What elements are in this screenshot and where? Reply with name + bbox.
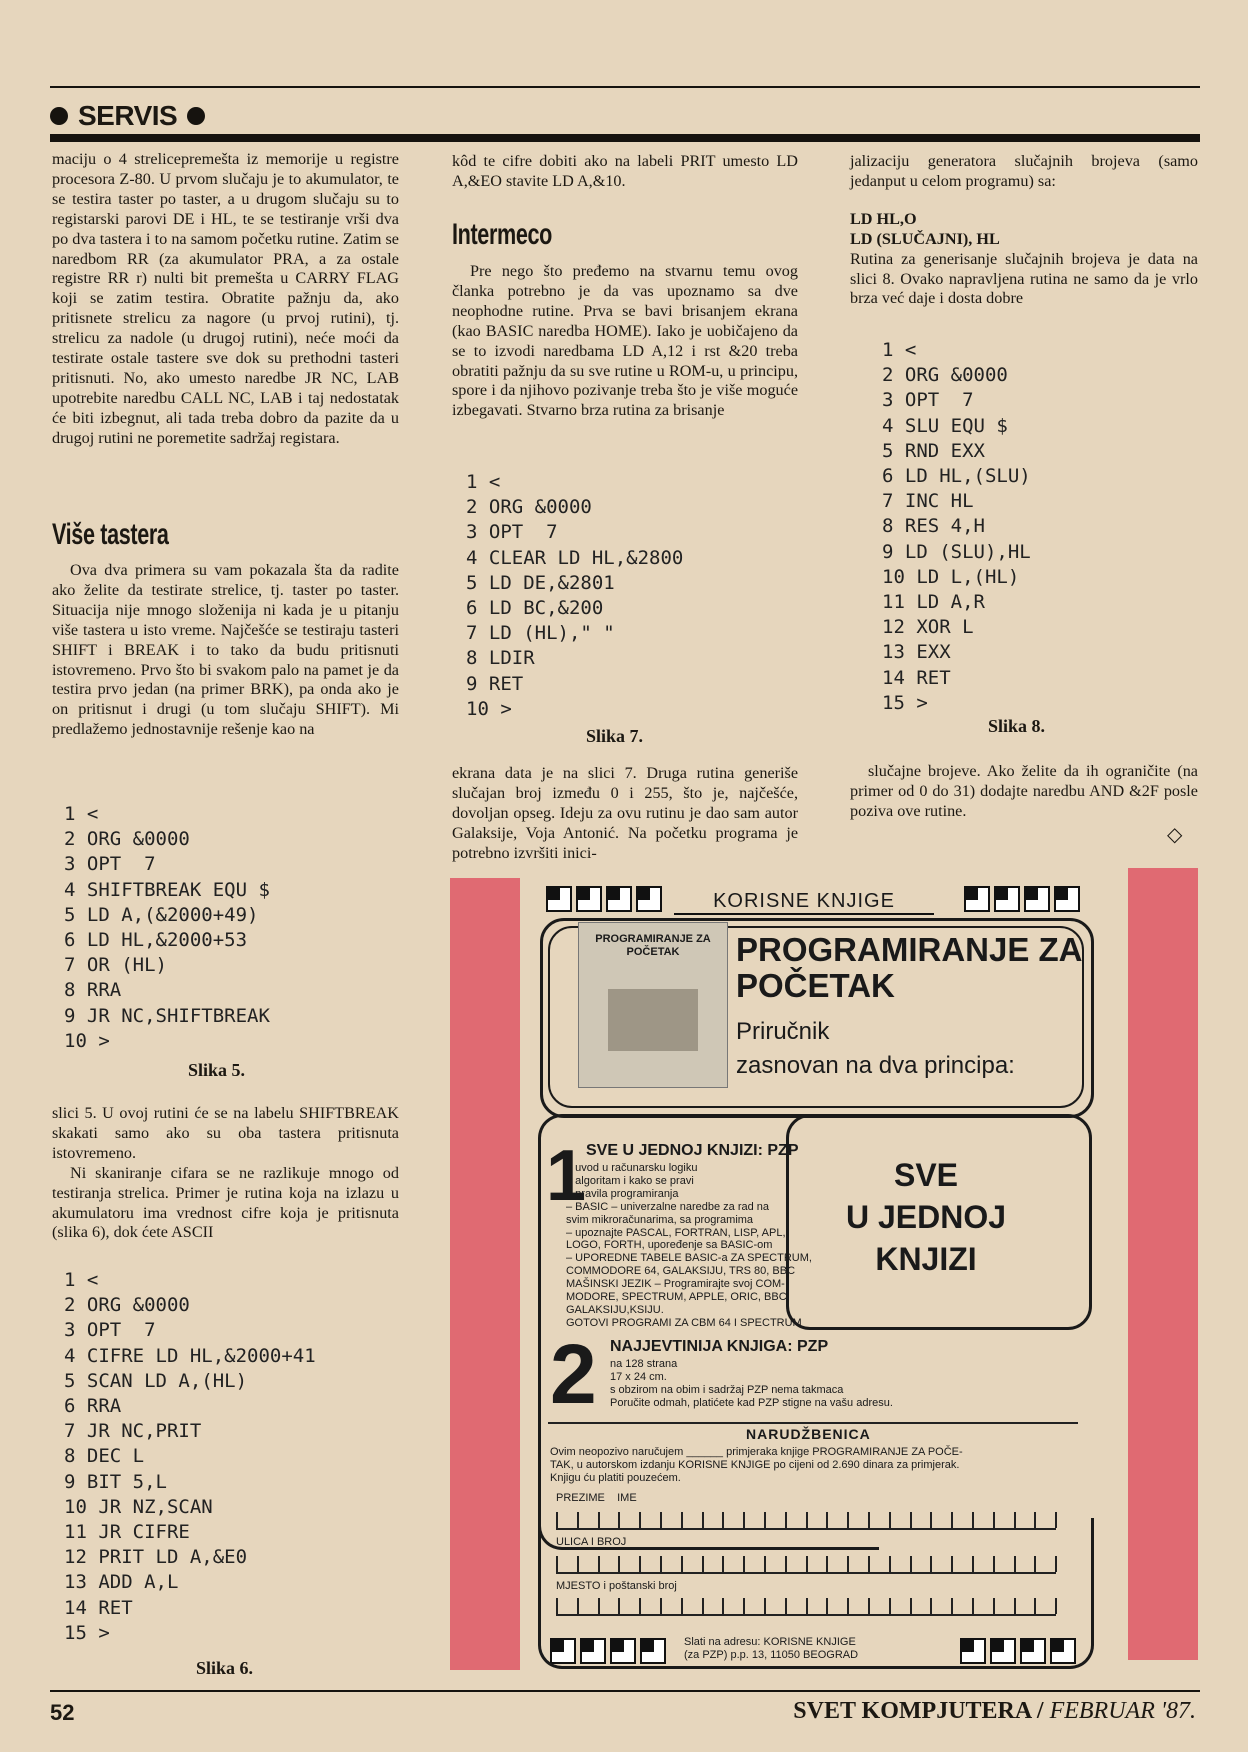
code-line: 11 LD A,R [882,591,985,614]
order-text [550,1446,963,1485]
code-line: 4 CIFRE LD HL,&2000+41 [64,1344,316,1367]
code-line: 3 OPT 7 [64,853,156,876]
code-line: 9 LD (SLU),HL [882,540,1031,563]
paragraph: Pre nego što pređemo na stvarnu temu ovog članka potrebno je da vas upoznamo sa dve neophodne rutine. Prva se bavi brisanjem ekrana (kao BASIC naredba HOME). Iako je uobičajeno da se to izvodi naredbama LD A,12 i rst &20 treba obratiti pažnju da su sve rutine u ROM-u, u principu, spore i da njihovo pozivanje treba što je više moguće izbegavati. Stvarno brza rutina za brisanje [452,262,798,420]
list-item: GOTOVI PROGRAMI ZA CBM 64 I SPECTRUM [566,1316,802,1329]
paragraph: Ni skaniranje cifara se ne razlikuje mnogo od testiranja strelica. Primer je rutina koja na izlazu u akumulatoru ima vrednost cifre koja je pritisnuta (slika 6), dok ćete ASCII [52,1163,399,1242]
column-2-b [452,262,798,421]
code-line: 2 ORG &0000 [882,364,1008,387]
column-2-c [452,764,798,864]
code-line: 15 > [64,1621,110,1644]
caption-slika-7: Slika 7. [586,726,644,746]
book-cover-title: PROGRAMIRANJE ZA POČETAK [595,933,711,958]
pattern-square-icon [576,886,602,912]
slogan-line: KNJIZI [875,1241,977,1277]
order-divider [548,1422,1078,1424]
code-line: 1 < [64,1269,99,1291]
code-line: LD HL,O [850,209,917,228]
list-item: na 128 strana [610,1358,678,1370]
section-1-list [566,1162,812,1330]
code-line: 10 > [466,697,512,720]
code-line: 5 RND EXX [882,439,985,462]
code-line: 12 PRIT LD A,&E0 [64,1546,248,1569]
end-mark-icon: ◇ [1167,824,1183,846]
slogan-line: SVE [893,1157,959,1193]
order-title: NARUDŽBENICA [746,1426,871,1442]
bullet-icon [50,107,68,125]
code-line: 7 INC HL [882,490,974,513]
list-item: COMMODORE 64, GALAKSIJU, TRS 80, BBC [566,1265,796,1278]
column-1 [52,150,399,449]
code-line: 9 JR NC,SHIFTBREAK [64,1004,270,1027]
paragraph: ekrana data je na slici 7. Druga rutina generiše slučajan broj između 0 i 255, što je, najčešće, dovoljan opseg. Ideju za ovu rutinu je dao sam autor Galaksije, Voja Antonić. Na početku programa je potrebno izvršiti inici- [452,764,798,862]
list-item: LOGO, FORTH, upoređenje sa BASIC-om [566,1239,773,1252]
section-number-2: 2 [550,1327,597,1421]
section-number-1: 1 [546,1136,587,1216]
footer-magazine: SVET KOMPJUTERA / FEBRUAR '87. [793,1698,1196,1724]
code-line: 3 OPT 7 [466,521,558,544]
code-line: 8 RRA [64,979,122,1002]
column-1-c [52,1104,399,1243]
code-line: 14 RET [64,1596,133,1619]
paragraph: slučajne brojeve. Ako želite da ih ograničite (na primer od 0 do 31) dodajte naredbu AND &2F posle poziva ove rutine. [850,762,1198,820]
code-line: 2 ORG &0000 [64,1294,190,1317]
section-2-list [610,1358,893,1410]
page-number: 52 [50,1700,75,1725]
heading-intermeco: Intermeco [452,218,553,251]
ad-subtitle-2: zasnovan na dva principa: [736,1052,1015,1079]
code-line: 1 < [882,339,917,361]
magazine-name: SVET KOMPJUTERA [793,1698,1031,1724]
address-line: (za PZP) p.p. 13, 11050 BEOGRAD [684,1648,859,1661]
code-line: 13 ADD A,L [64,1571,179,1594]
code-line: 5 SCAN LD A,(HL) [64,1369,248,1392]
pattern-square-icon [636,886,662,912]
code-line: 12 XOR L [882,616,974,639]
code-line: 4 SLU EQU $ [882,414,1008,437]
field-label-name: PREZIME IME [556,1492,637,1504]
order-line: Ovim neopozivo naručujem ______ primjeraka knjige PROGRAMIRANJE ZA POČE- [550,1446,963,1458]
pattern-square-icon [1054,886,1080,912]
code-line: 13 EXX [882,641,951,664]
pattern-square-icon [1024,886,1050,912]
code-line: 6 RRA [64,1395,122,1418]
field-label-city: MJESTO i poštanski broj [556,1580,677,1592]
code-line: 4 CLEAR LD HL,&2800 [466,546,684,569]
pattern-square-icon [546,886,572,912]
code-listing-8 [882,338,1031,716]
code-line: 7 JR NC,PRIT [64,1420,202,1443]
ad-frame-bottom [538,1518,1094,1669]
code-line: 8 LDIR [466,647,535,670]
list-item: – upoznajte PASCAL, FORTRAN, LISP, APL, [566,1226,786,1239]
code-line: 7 LD (HL)," " [466,622,615,645]
ad-pink-bar-right [1128,868,1198,1660]
address-line: Slati na adresu: KORISNE KNJIGE [684,1636,856,1648]
paragraph: Rutina za generisanje slučajnih brojeva je data na slici 8. Ovako napravljena rutina ne samo da je vrlo brza već daje i dosta dobre [850,249,1198,308]
code-line: LD (SLUČAJNI), HL [850,229,1000,248]
code-line: 1 < [466,471,501,493]
list-item: Poručite odmah, platićete kad PZP stigne na vašu adresu. [610,1396,893,1409]
list-item: – BASIC – univerzalne naredbe za rad na [566,1200,770,1213]
caption-slika-5: Slika 5. [188,1060,246,1080]
code-line: 15 > [882,691,928,714]
list-item: svim mikroračunarima, sa programima [566,1213,754,1226]
code-line: 7 OR (HL) [64,954,167,977]
pattern-square-icon [606,886,632,912]
code-line: 6 LD HL,(SLU) [882,465,1031,488]
code-line: 9 BIT 5,L [64,1470,167,1493]
column-3-b [850,762,1198,822]
list-item: – algoritam i kako se pravi [566,1174,694,1187]
caption-slika-6: Slika 6. [196,1658,254,1678]
issue-date: FEBRUAR '87. [1049,1698,1196,1724]
code-line: 3 OPT 7 [882,389,974,412]
list-item: MAŠINSKI JEZIK – Programirajte svoj COM- [566,1278,785,1291]
list-item: – uvod u računarsku logiku [566,1162,698,1174]
list-item: GALAKSIJU,KSIJU. [566,1303,664,1316]
bullet-icon [187,107,205,125]
ad-banner-title: KORISNE KNJIGE [674,890,934,915]
code-line: 3 OPT 7 [64,1319,156,1342]
ad-title: PROGRAMIRANJE ZA POČETAK [736,931,1082,1004]
heading-vise-tastera: Više tastera [52,518,169,551]
list-item: – UPOREDNE TABELE BASIC-a ZA SPECTRUM, [566,1252,812,1265]
code-line: 10 LD L,(HL) [882,565,1020,588]
column-1-b [52,561,399,740]
field-label-street: ULICA I BROJ [556,1536,627,1548]
advertisement [536,878,1100,1678]
footer-rule [50,1690,1200,1692]
list-item: 17 x 24 cm. [610,1370,667,1383]
code-line: 14 RET [882,666,951,689]
ad-pink-bar-left [450,878,520,1670]
list-item: s obzirom na obim i sadržaj PZP nema takmaca [610,1383,844,1396]
slogan [796,1154,1056,1280]
code-line: 10 JR NZ,SCAN [64,1495,213,1518]
column-2 [452,152,798,192]
pattern-square-icon [994,886,1020,912]
ad-subtitle-1: Priručnik [736,1018,830,1045]
section-2-title: NAJJEVTINIJA KNJIGA: PZP [610,1338,829,1355]
code-line: 2 ORG &0000 [466,496,592,519]
list-item: – pravila programiranja [566,1187,679,1200]
slogan-line: U JEDNOJ [845,1199,1007,1235]
section-1-title: SVE U JEDNOJ KNJIZI: PZP [586,1142,799,1159]
pattern-square-icon [964,886,990,912]
code-line: 2 ORG &0000 [64,828,190,851]
list-item: MODORE, SPECTRUM, APPLE, ORIC, BBC, [566,1291,790,1304]
book-cover-art [608,989,698,1051]
code-line: 1 < [64,803,99,825]
code-line: 9 RET [466,672,524,695]
code-line: 8 RES 4,H [882,515,985,538]
code-line: 6 LD BC,&200 [466,597,604,620]
code-line: 4 SHIFTBREAK EQU $ [64,878,270,901]
paragraph: slici 5. U ovoj rutini će se na labelu SHIFTBREAK skakati samo ako su oba tastera pritisnuta istovremeno. [52,1104,399,1162]
code-line: 8 DEC L [64,1445,145,1468]
paragraph: Ova dva primera su vam pokazala šta da radite ako želite da testirate strelice, tj. taster po taster. Situacija nije mnogo složenija ni kada je u pitanju više tastera u isto vreme. Najčešće se testiraju tasteri SHIFT i BREAK i to tako da budu pritisnuti istovremeno. Prvo što bi svakom palo na pamet je da testira prvo jedan (na primer BRK), pa onda ako je on pritisnut i drugi (u tom slučaju SHIFT). Mi predlažemo jednostavnije rešenje kao na [52,561,399,739]
section-title: SERVIS [78,100,178,131]
caption-slika-8: Slika 8. [988,716,1046,736]
section-header [50,98,205,134]
top-rule [50,86,1200,88]
book-cover-image [578,922,728,1088]
paragraph: jalizaciju generatora slučajnih brojeva (samo jedanput u celom programu) sa: [850,152,1198,190]
code-line: 5 LD A,(&2000+49) [64,903,259,926]
column-3 [850,152,1198,309]
header-bar [50,134,1200,142]
code-line: 6 LD HL,&2000+53 [64,929,248,952]
code-listing-7 [466,470,683,722]
order-line: TAK, u autorskom izdanju KORISNE KNJIGE po cijeni od 2.690 dinara za primjerak. [550,1458,960,1471]
code-line: 5 LD DE,&2801 [466,571,615,594]
order-line: Knjigu ću platiti pouzećem. [550,1471,681,1484]
code-line: 11 JR CIFRE [64,1521,190,1544]
code-listing-6 [64,1268,316,1646]
paragraph: kôd te cifre dobiti ako na labeli PRIT umesto LD A,&EO stavite LD A,&10. [452,152,798,190]
code-listing-5 [64,802,270,1054]
code-line: 10 > [64,1029,110,1052]
paragraph: maciju o 4 strelicepremešta iz memorije u registre procesora Z-80. U prvom slučaju je to akumulator, te se testira taster po taster, a u drugom slučaju su to registarski parovi DE i HL, te se testiranje vrši dva po dva tastera i to na samom početku rutine. Zatim se naredbom RR (za akumulator PRA, a za ostale registre RR r) nulti bit premešta u CARRY FLAG koji se zatim testira. Obratite pažnju da, ako pritisnete strelicu za nagore (u prvoj rutini), tj. strelicu za nadole (u drugoj rutini), neće moći da testirate ostale tastere sve dok su prethodni tasteri pritisnuti. No, ako umesto naredbe JR NC, LAB upotrebite naredbu CALL NC, LAB i taj nedostatak će biti izbegnut, ali tada treba dobro da pazite da u drugoj rutini ne poremetite sadržaj registara. [52,150,399,447]
